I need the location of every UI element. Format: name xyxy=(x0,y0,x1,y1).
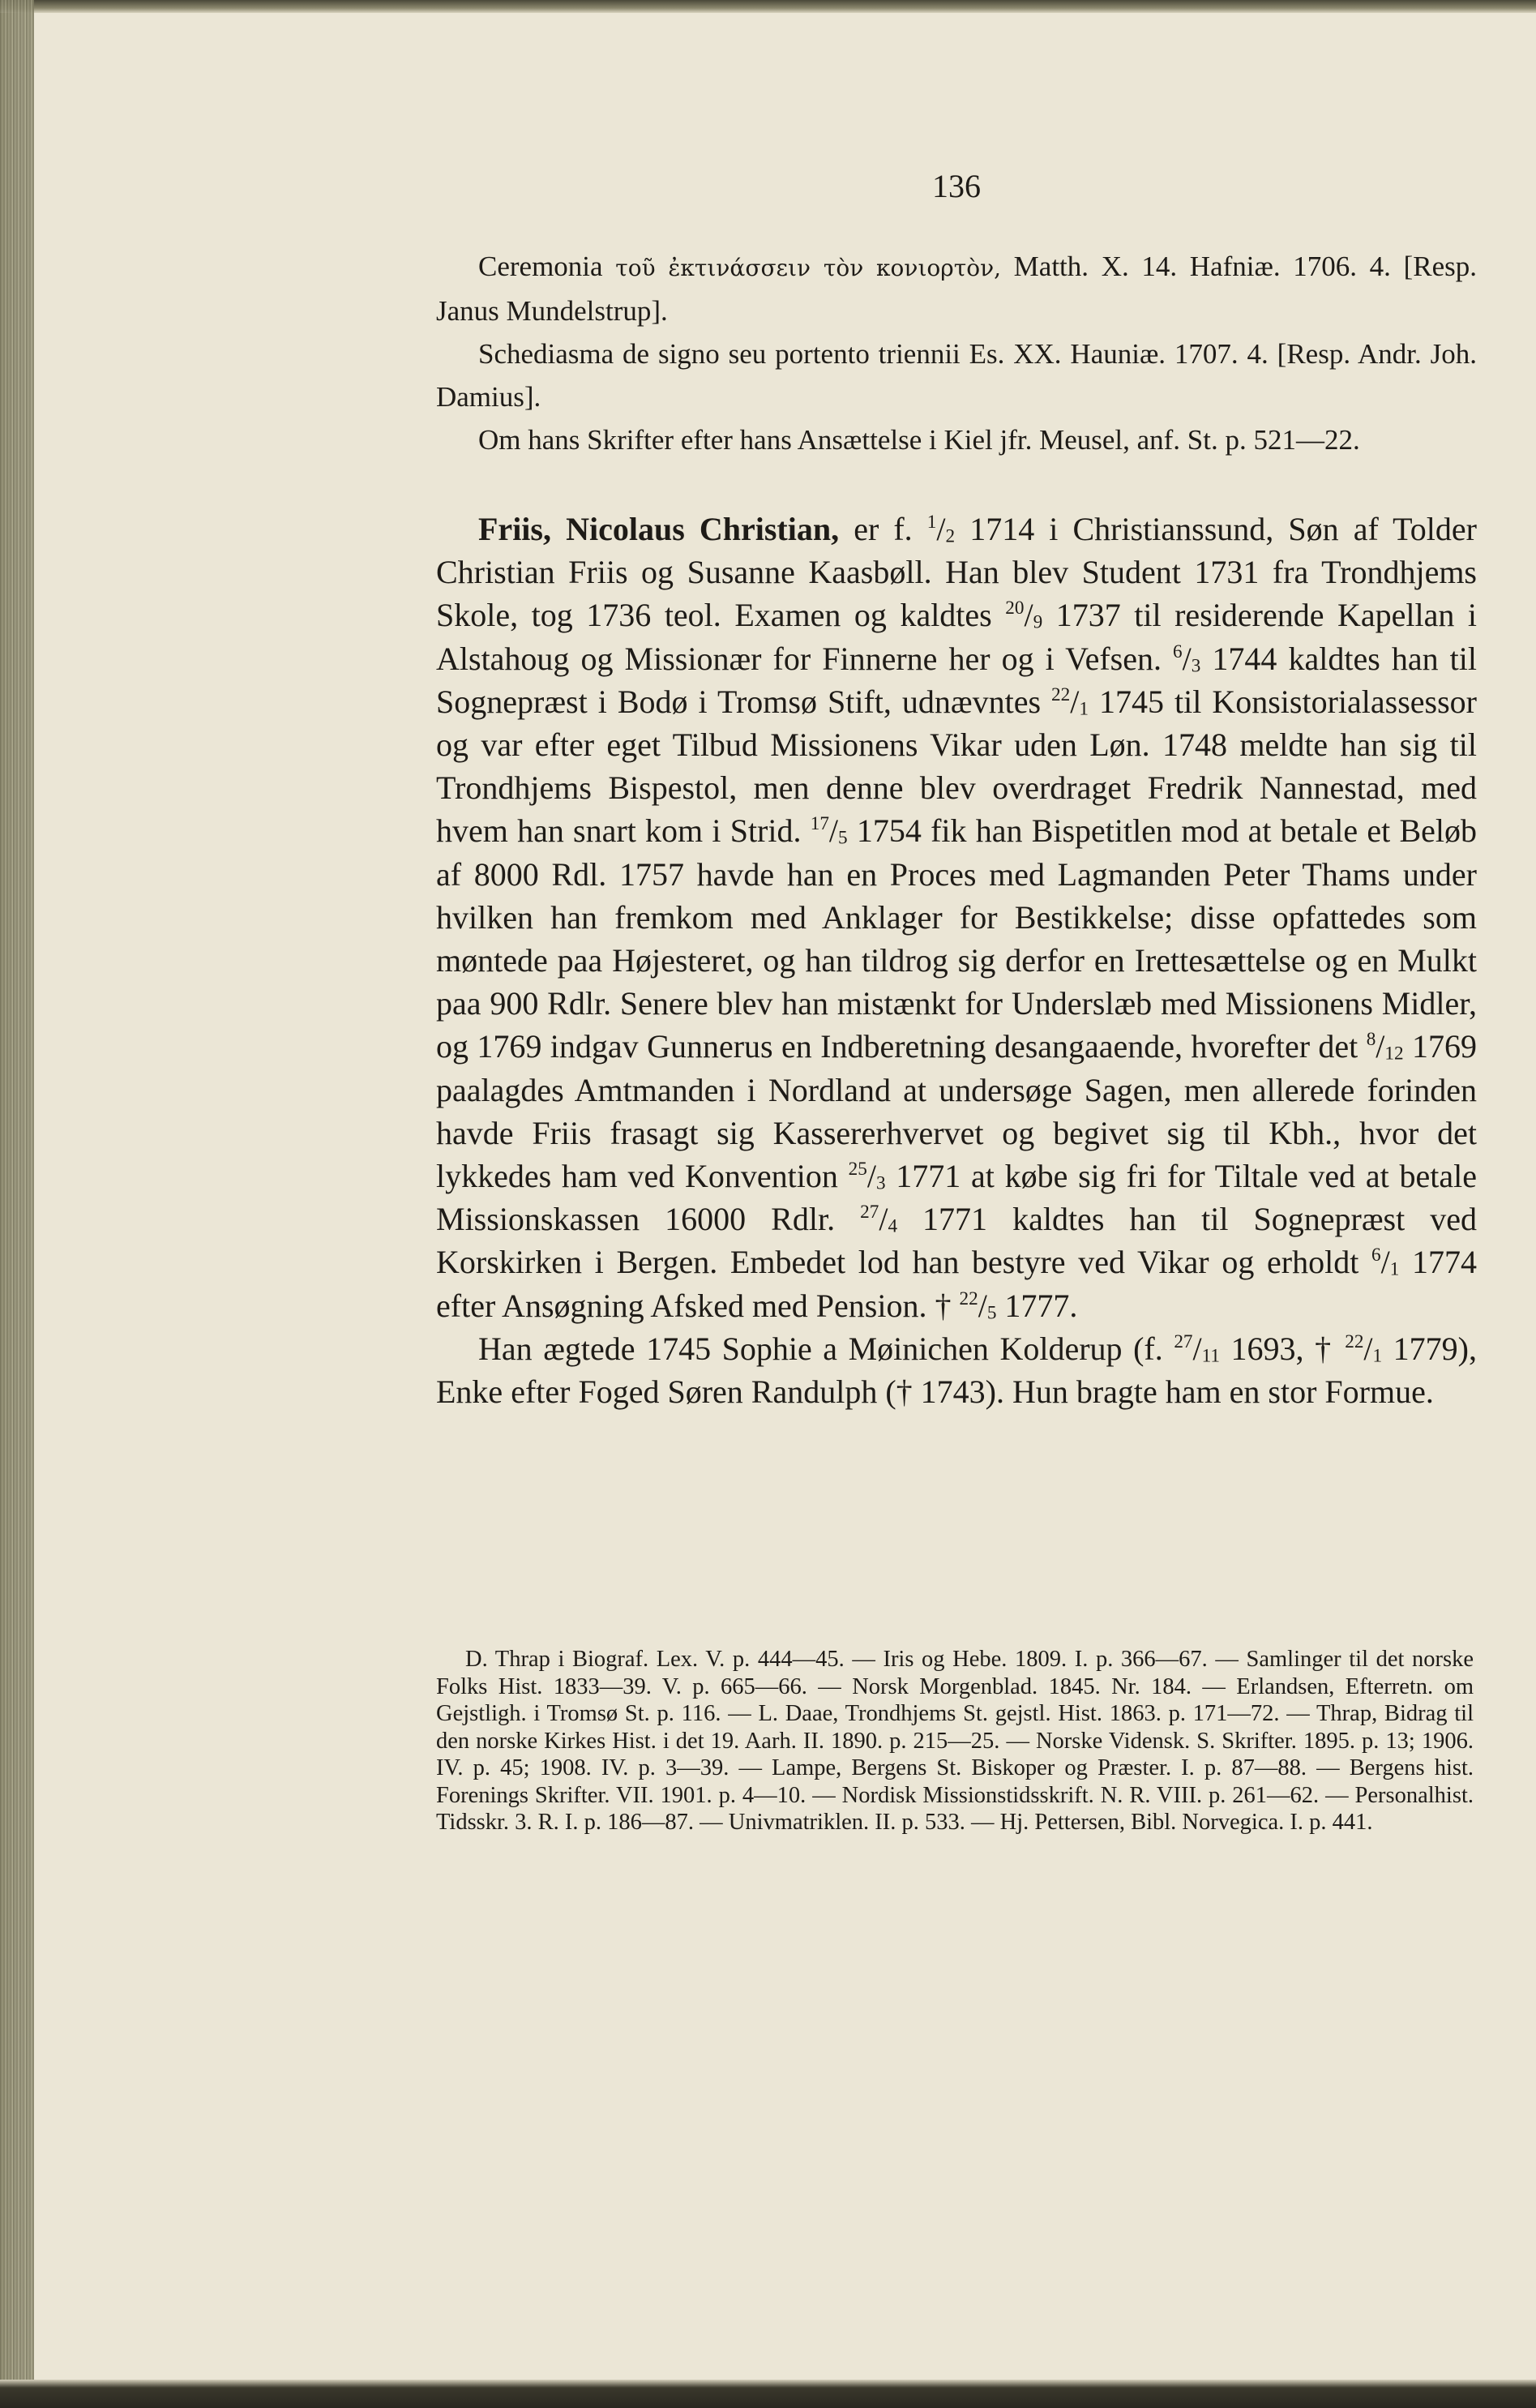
previous-entry-works xyxy=(436,245,1477,461)
page-number: 136 xyxy=(932,168,981,204)
biography-paragraph-2: Han ægtede 1745 Sophie a Møinichen Kolderup (f. $^{27}/_{11}$ 1693, † $^{22}/_1$ 1779), Enke efter Foged Søren Randulph († 1743). Hun bragte ham en stor Formue. xyxy=(436,1330,1478,1411)
references-text: D. Thrap i Biograf. Lex. V. p. 444—45. — Iris og Hebe. 1809. I. p. 366—67. — Samlinger til det norske Folks Hist. 1833—39. V. p. 665—66. — Norsk Morgenblad. 1845. Nr. 184. — Erlandsen, Efterretn. om Gejstligh. i Tromsø St. p. 116. — L. Daae, Trondhjems St. gejstl. Hist. 1863. p. 171—72. — Thrap, Bidrag til den norske Kirkes Hist. i det 19. Aarh. II. 1890. p. 215—25. — Norske Vidensk. S. Skrifter. 1895. p. 13; 1906. IV. p. 45; 1908. IV. p. 3—39. — Lampe, Bergens St. Biskoper og Præster. I. p. 87—88. — Bergens hist. Forenings Skrifter. VII. 1901. p. 4—10. — Nordisk Missionstidsskrift. N. R. VIII. p. 261—62. — Personalhist. Tidsskr. 3. R. I. p. 186—87. — Univmatriklen. II. p. 533. — Hj. Pettersen, Bibl. Norvegica. I. p. 441. xyxy=(436,1647,1474,1835)
references-block xyxy=(436,1646,1474,1836)
entry-heading: Friis, Nicolaus Christian, xyxy=(478,511,840,547)
greek-quotation: τοῦ ἐκτινάσσειν τὸν κονιορτὸν, xyxy=(615,255,1002,281)
writings-note: Om hans Skrifter efter hans Ansættelse i Kiel jfr. Meusel, anf. St. p. 521—22. xyxy=(478,424,1360,456)
book-spine-edge xyxy=(0,0,34,2408)
work-schediasma: Schediasma de signo seu portento triennii Es. XX. Hauniæ. 1707. 4. [Resp. Andr. Joh. Damius]. xyxy=(436,338,1477,413)
scan-bottom-edge xyxy=(0,2380,1536,2408)
biography-paragraph-1: Friis, Nicolaus Christian, er f. $^1/_2$ 1714 i Christianssund, Søn af Tolder Christian Friis og Susanne Kaasbøll. Han blev Student 1731 fra Trondhjems Skole, tog 1736 teol. Examen og kaldtes $^{20}/_9$ 1737 til residerende Kapellan i Alstahoug og Missionær for Finnerne her og i Vefsen. $^6/_3$ 1744 kaldtes han til Sognepræst i Bodø i Tromsø Stift, udnævntes $^{22}/_1$ 1745 til Konsistorialassessor og var efter eget Tilbud Missionens Vikar uden Løn. 1748 meldte han sig til Trondhjems Bispestol, men denne blev overdraget Fredrik Nannestad, med hvem han snart kom i Strid. $^{17}/_5$ 1754 fik han Bispetitlen mod at betale et Beløb af 8000 Rdl. 1757 havde han en Proces med Lagmanden Peter Thams under hvilken han fremkom med Anklager for Bestikkelse; disse opfattedes som møntede paa Højesteret, og han tildrog sig derfor en Irettesættelse og en Mulkt paa 900 Rdlr. Senere blev han mistænkt for Underslæb med Missionens Midler, og 1769 indgav Gunnerus en Indberetning desangaaende, hvorefter $\det ^8/_{12}$ 1769 paalagdes Amtmanden i Nordland at undersøge Sagen, men allerede forinden havde Friis frasagt sig Kassererhvervet og begivet sig til Kbh., hvor det lykkedes ham ved Konvention $^{25}/_3$ 1771 at købe sig fri for Tiltale ved at betale Missionskassen 16000 Rdlr. $^{27}/_4$ 1771 kaldtes han til Sognepræst ved Korskirken i Bergen. Embedet lod han bestyre ved Vikar og erholdt $^6/_1$ 1774 efter Ansøgning Afsked med Pension. † $^{22}/_5$ 1777. xyxy=(436,511,1478,1324)
work-ceremonia: Ceremonia τοῦ ἐκτινάσσειν τὸν κονιορτὸν, Matth. X. 14. Hafniæ. 1706. 4. [Resp. Janus Mundelstrup]. xyxy=(436,251,1477,327)
biography-entry xyxy=(436,508,1477,1413)
scan-top-edge xyxy=(0,0,1536,13)
